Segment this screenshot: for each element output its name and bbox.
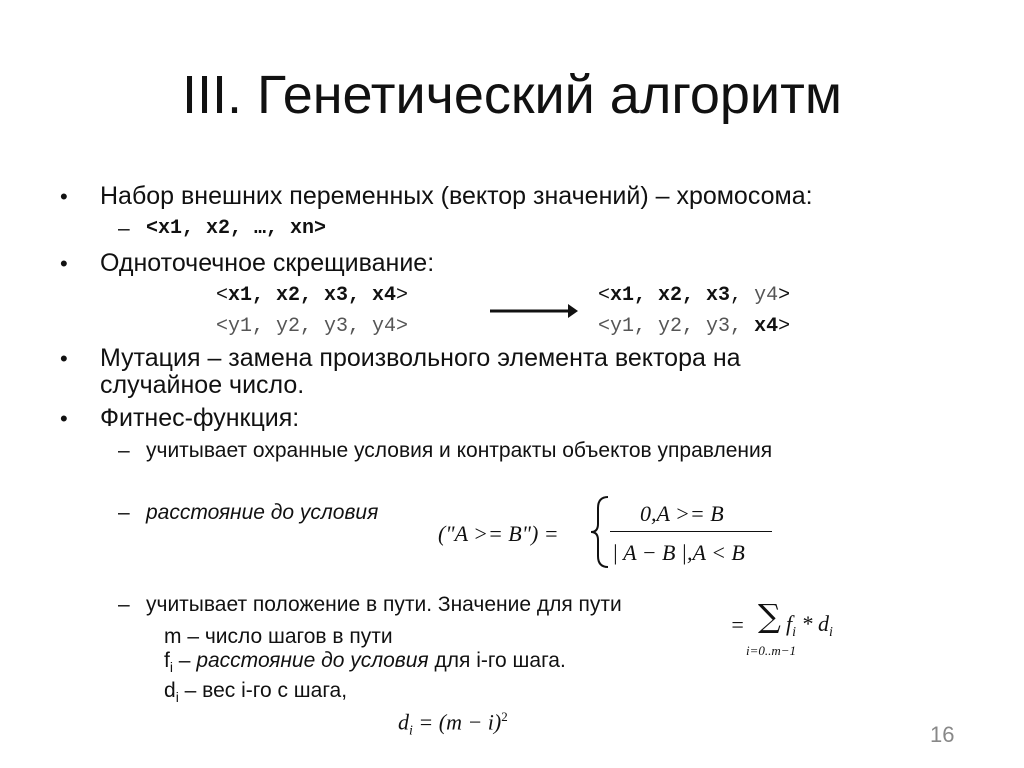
dash: – [118, 593, 130, 616]
bullet-fitness: Фитнес-функция: [100, 404, 300, 432]
sum-icon: ∑ [758, 597, 781, 635]
fitness-path-position: учитывает положение в пути. Значение для пути [146, 593, 622, 616]
fitness-distance: расстояние до условия [146, 501, 379, 524]
chromosome-vector: <x1, x2, …, xn> [146, 217, 327, 240]
bullet-mutation-line2: случайное число. [100, 371, 305, 399]
path-formula-term: $f_i * d_i$ [786, 611, 833, 640]
path-formula-eq: = [730, 612, 745, 637]
m-definition: m – число шагов в пути [164, 625, 393, 648]
distance-case-less: | A − B |,A < B [612, 540, 745, 565]
sum-limits: i=0..m−1 [746, 643, 797, 658]
f-definition: $f_i$ – расстояние до условия для i-го шага. [164, 649, 566, 675]
weight-formula: $d_i = (m - i)^2$ [398, 709, 508, 739]
bullet-dot: • [60, 346, 68, 371]
child-1: <x1, x2, x3, y4> [598, 284, 791, 307]
parent-1: <x1, x2, x3, x4> [216, 284, 409, 307]
bullet-mutation-line1: Мутация – замена произвольного элемента вектора на [100, 344, 741, 372]
distance-case-equal: 0,A >= B [640, 501, 724, 526]
bullet-crossover: Одноточечное скрещивание: [100, 249, 435, 277]
d-definition: $d_i$ – вес i-го с шага, [164, 679, 348, 705]
parent-2: <y1, y2, y3, y4> [216, 315, 409, 338]
bullet-dot: • [60, 406, 68, 431]
cases-divider [610, 531, 772, 532]
left-brace-icon [588, 494, 614, 570]
bullet-dot: • [60, 184, 68, 209]
bullet-dot: • [60, 251, 68, 276]
dash: – [118, 439, 130, 462]
fitness-guards: учитывает охранные условия и контракты объектов управления [146, 439, 773, 462]
child-2: <y1, y2, y3, x4> [598, 315, 791, 338]
dash: – [118, 217, 130, 240]
dash: – [118, 501, 130, 524]
crossover-arrow-icon [488, 300, 580, 322]
page-number: 16 [930, 722, 955, 747]
distance-formula-lhs: ("A >= B") = [438, 521, 559, 546]
bullet-chromosome: Набор внешних переменных (вектор значений) – хромосома: [100, 182, 813, 210]
slide-title: III. Генетический алгоритм [182, 65, 842, 125]
